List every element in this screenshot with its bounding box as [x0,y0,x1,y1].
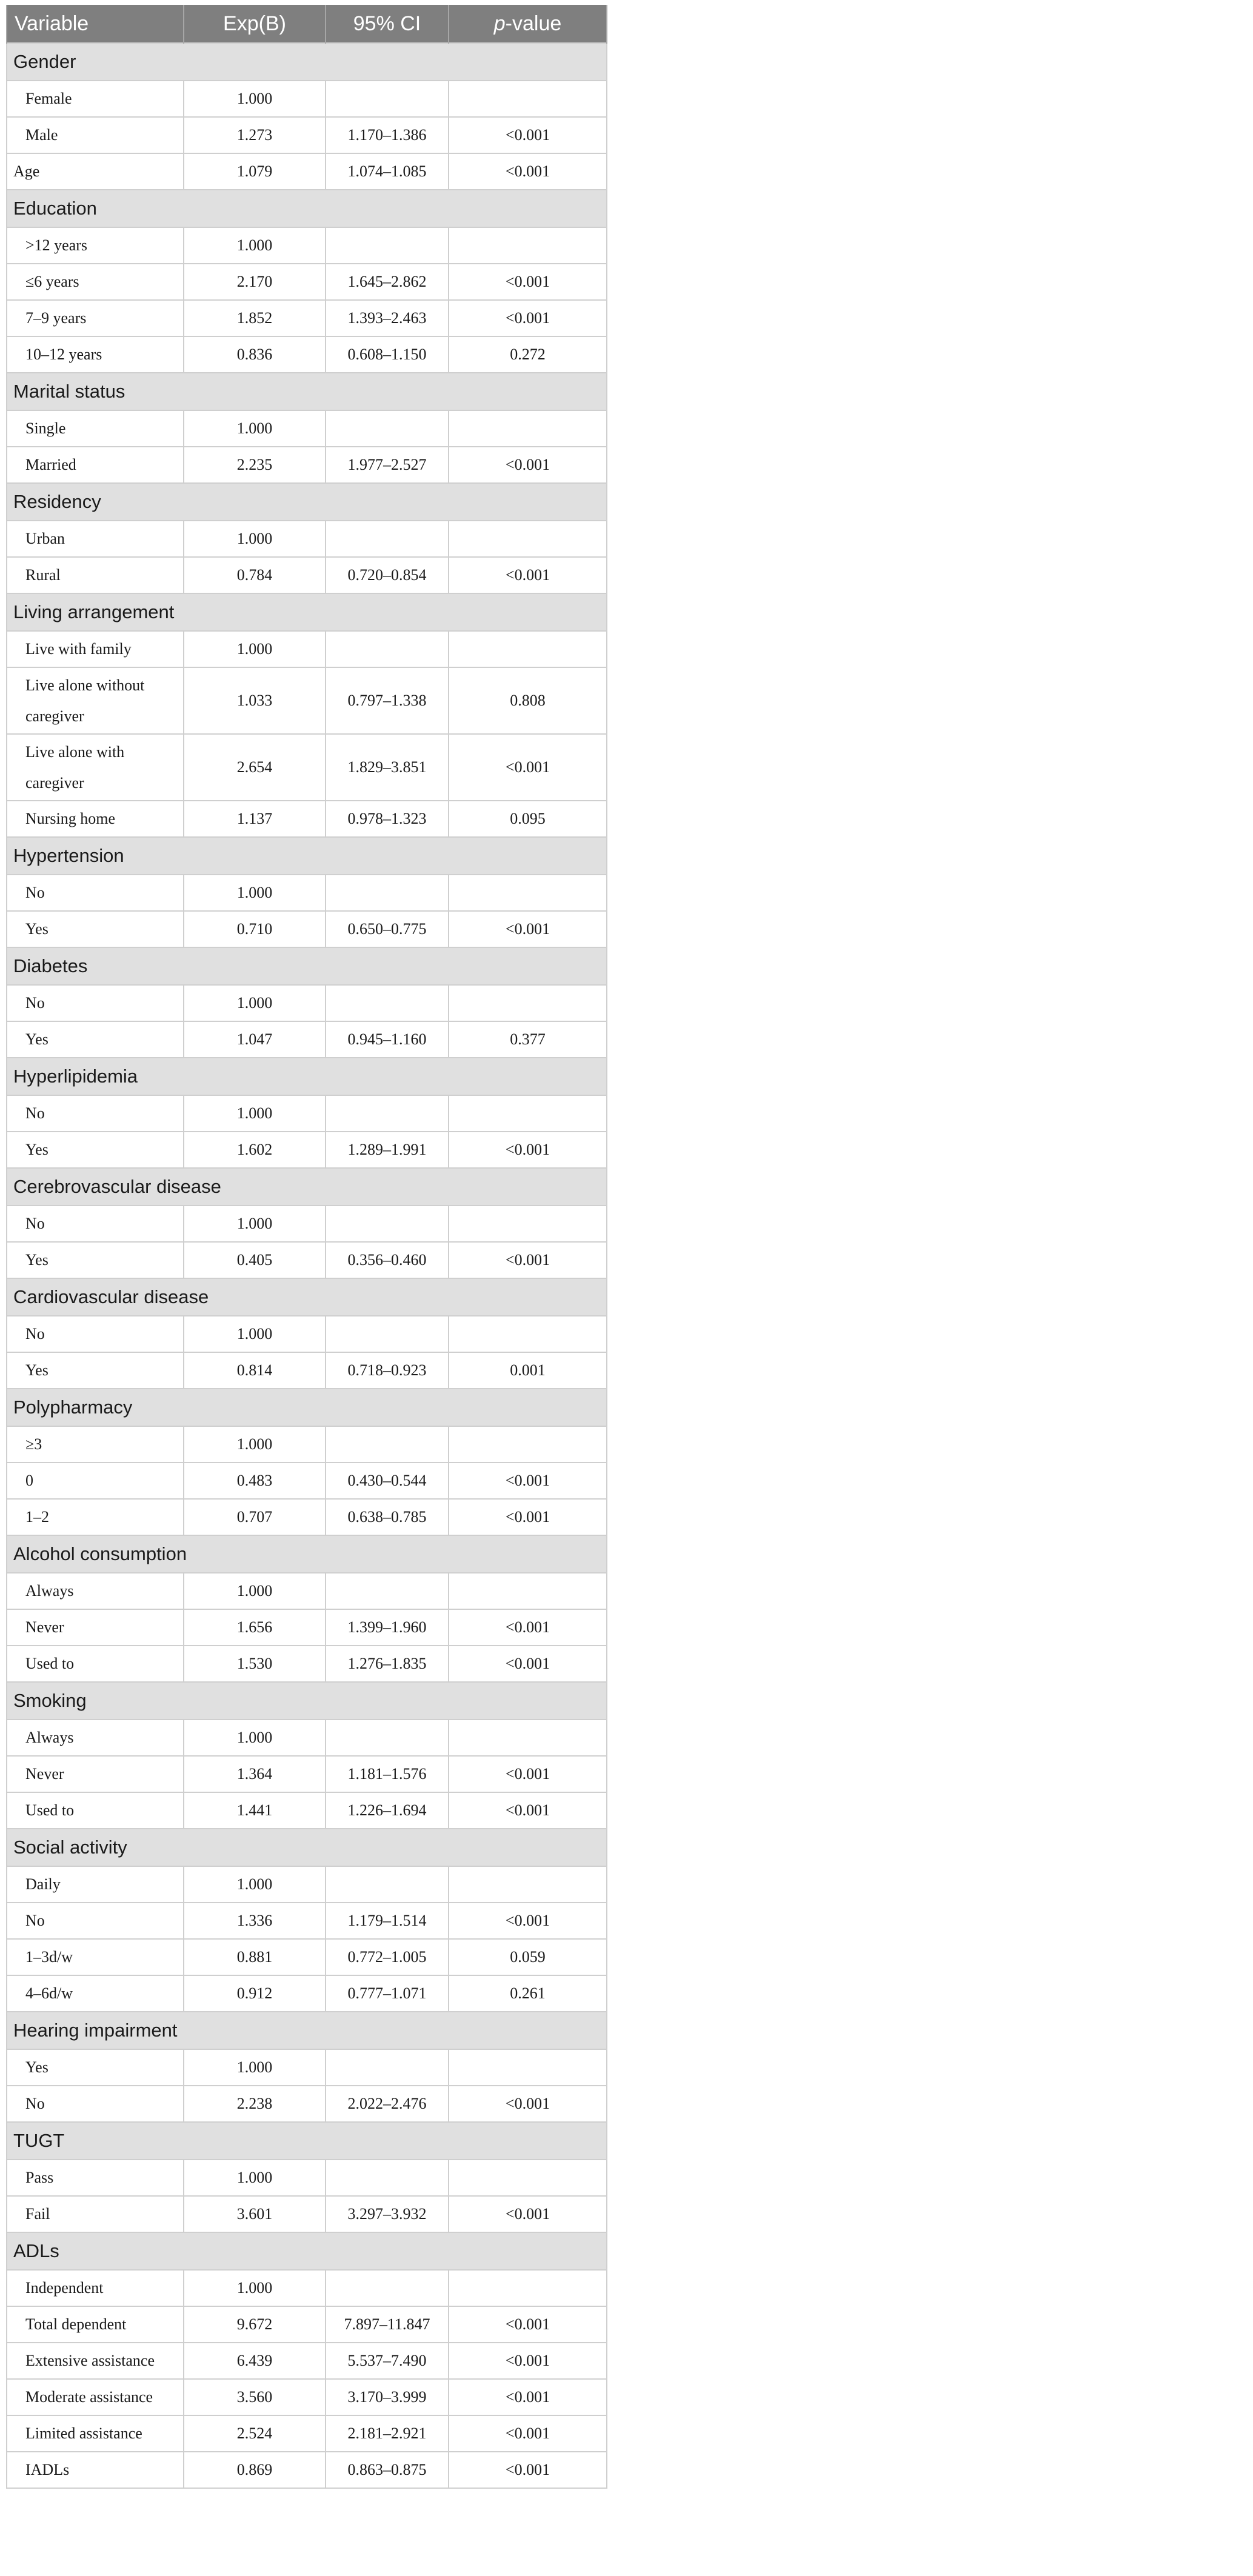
table-row [7,2049,607,2086]
section-row [7,190,607,227]
variable-cell: Yes [7,1021,184,1058]
table-row [7,2196,607,2232]
ci-cell: 0.978–1.323 [326,801,449,837]
table-row [7,1939,607,1975]
variable-cell: Live alone with caregiver [7,734,184,801]
table-row [7,1609,607,1646]
p-value-cell: <0.001 [449,734,607,801]
p-value-cell [449,631,607,667]
variable-cell: Yes [7,1352,184,1389]
p-value-cell: <0.001 [449,1132,607,1168]
expb-cell: 1.000 [184,521,326,557]
variable-cell: No [7,1206,184,1242]
variable-cell: Independent [7,2270,184,2306]
header-row [7,5,607,43]
ci-cell: 1.829–3.851 [326,734,449,801]
expb-cell: 3.601 [184,2196,326,2232]
expb-cell: 1.000 [184,410,326,447]
table-row [7,2415,607,2452]
variable-cell: Yes [7,2049,184,2086]
variable-cell: Never [7,1609,184,1646]
section-row [7,483,607,521]
expb-cell: 1.000 [184,1573,326,1609]
variable-cell: ≤6 years [7,264,184,300]
p-value-cell [449,227,607,264]
p-value-cell [449,1095,607,1132]
ci-cell [326,1720,449,1756]
section-label: Social activity [7,1829,607,1866]
section-label: Cardiovascular disease [7,1278,607,1316]
table-row [7,300,607,336]
variable-cell: 10–12 years [7,336,184,373]
p-value-cell: <0.001 [449,2343,607,2379]
expb-cell: 0.881 [184,1939,326,1975]
section-row [7,1168,607,1206]
table-row [7,2343,607,2379]
variable-cell: Married [7,447,184,483]
variable-cell: Daily [7,1866,184,1903]
expb-cell: 0.405 [184,1242,326,1278]
section-label: ADLs [7,2232,607,2270]
p-value-cell: <0.001 [449,1463,607,1499]
section-row [7,1058,607,1095]
variable-cell: No [7,2086,184,2122]
p-value-cell: <0.001 [449,1756,607,1792]
p-value-cell: <0.001 [449,447,607,483]
expb-cell: 1.000 [184,2049,326,2086]
p-value-cell: 0.272 [449,336,607,373]
variable-cell: Live with family [7,631,184,667]
expb-cell: 1.047 [184,1021,326,1058]
table-row [7,2452,607,2488]
table-row [7,1866,607,1903]
section-row [7,43,607,81]
variable-cell: Rural [7,557,184,593]
table-row [7,801,607,837]
variable-cell: Used to [7,1646,184,1682]
expb-cell: 1.000 [184,1316,326,1352]
ci-cell: 1.289–1.991 [326,1132,449,1168]
expb-cell: 1.000 [184,631,326,667]
variable-cell: Male [7,117,184,153]
section-label: Smoking [7,1682,607,1720]
variable-cell: Yes [7,911,184,947]
section-label: Residency [7,483,607,521]
expb-cell: 1.000 [184,985,326,1021]
expb-cell: 0.814 [184,1352,326,1389]
expb-cell: 1.852 [184,300,326,336]
table-row [7,1720,607,1756]
section-row [7,1829,607,1866]
table-row [7,1903,607,1939]
variable-cell: Always [7,1720,184,1756]
variable-cell: IADLs [7,2452,184,2488]
table-row [7,521,607,557]
ci-cell: 3.297–3.932 [326,2196,449,2232]
section-label: Cerebrovascular disease [7,1168,607,1206]
p-value-cell [449,1720,607,1756]
table-row [7,1021,607,1058]
expb-cell: 1.033 [184,667,326,734]
variable-cell: Live alone without caregiver [7,667,184,734]
p-value-cell [449,2049,607,2086]
table-row [7,1646,607,1682]
variable-cell: 7–9 years [7,300,184,336]
ci-cell [326,631,449,667]
ci-cell: 1.645–2.862 [326,264,449,300]
variable-cell: Yes [7,1132,184,1168]
p-value-cell: <0.001 [449,2086,607,2122]
section-label: Alcohol consumption [7,1535,607,1573]
variable-cell: Pass [7,2160,184,2196]
section-row [7,2122,607,2160]
table-row [7,875,607,911]
expb-cell: 1.441 [184,1792,326,1829]
table-row [7,1573,607,1609]
expb-cell: 6.439 [184,2343,326,2379]
expb-cell: 1.000 [184,1095,326,1132]
expb-cell: 3.560 [184,2379,326,2415]
p-value-cell: <0.001 [449,153,607,190]
expb-cell: 0.707 [184,1499,326,1535]
ci-cell [326,1573,449,1609]
table-row [7,117,607,153]
expb-cell: 2.238 [184,2086,326,2122]
section-label: Polypharmacy [7,1389,607,1426]
ci-cell [326,1866,449,1903]
header-p-italic: p [493,12,506,35]
variable-cell: No [7,1316,184,1352]
expb-cell: 0.710 [184,911,326,947]
p-value-cell [449,1206,607,1242]
expb-cell: 1.273 [184,117,326,153]
p-value-cell: <0.001 [449,1646,607,1682]
section-row [7,2012,607,2049]
variable-cell: Always [7,1573,184,1609]
ci-cell: 0.356–0.460 [326,1242,449,1278]
ci-cell: 3.170–3.999 [326,2379,449,2415]
section-row [7,947,607,985]
p-value-cell: <0.001 [449,1499,607,1535]
table-row [7,1756,607,1792]
section-label: Marital status [7,373,607,410]
header-expb: Exp(B) [184,5,326,43]
table-row [7,1499,607,1535]
section-row [7,1535,607,1573]
p-value-cell [449,1573,607,1609]
p-value-cell: 0.001 [449,1352,607,1389]
variable-cell: ≥3 [7,1426,184,1463]
ci-cell [326,227,449,264]
variable-cell: No [7,985,184,1021]
table-row [7,2379,607,2415]
expb-cell: 1.000 [184,2160,326,2196]
ci-cell: 0.650–0.775 [326,911,449,947]
ci-cell: 2.181–2.921 [326,2415,449,2452]
table-row [7,734,607,801]
ci-cell: 0.718–0.923 [326,1352,449,1389]
section-label: Gender [7,43,607,81]
ci-cell [326,2160,449,2196]
section-row [7,2232,607,2270]
expb-cell: 2.654 [184,734,326,801]
expb-cell: 1.000 [184,875,326,911]
section-row [7,837,607,875]
table-row [7,81,607,117]
variable-cell: Moderate assistance [7,2379,184,2415]
p-value-cell: <0.001 [449,2415,607,2452]
p-value-cell: <0.001 [449,1792,607,1829]
p-value-cell: 0.261 [449,1975,607,2012]
variable-cell: 0 [7,1463,184,1499]
table-row [7,1095,607,1132]
header-variable: Variable [7,5,184,43]
p-value-cell [449,410,607,447]
header-ci: 95% CI [326,5,449,43]
variable-cell: No [7,875,184,911]
ci-cell: 1.074–1.085 [326,153,449,190]
p-value-cell: <0.001 [449,2452,607,2488]
table-row [7,2306,607,2343]
p-value-cell: <0.001 [449,117,607,153]
expb-cell: 1.000 [184,1720,326,1756]
variable-cell: Single [7,410,184,447]
p-value-cell: 0.808 [449,667,607,734]
expb-cell: 9.672 [184,2306,326,2343]
section-row [7,373,607,410]
ci-cell: 0.608–1.150 [326,336,449,373]
header-p-rest: -value [505,12,562,35]
p-value-cell: <0.001 [449,2306,607,2343]
p-value-cell [449,875,607,911]
expb-cell: 0.869 [184,2452,326,2488]
ci-cell: 2.022–2.476 [326,2086,449,2122]
expb-cell: 1.602 [184,1132,326,1168]
ci-cell [326,1095,449,1132]
table-row [7,1792,607,1829]
p-value-cell: 0.059 [449,1939,607,1975]
variable-cell: Yes [7,1242,184,1278]
table-row [7,410,607,447]
table-row [7,557,607,593]
p-value-cell [449,1426,607,1463]
header-p-value [449,5,607,43]
table-body [7,43,607,2488]
variable-cell: Never [7,1756,184,1792]
ci-cell: 1.977–2.527 [326,447,449,483]
expb-cell: 1.364 [184,1756,326,1792]
expb-cell: 0.912 [184,1975,326,2012]
section-row [7,593,607,631]
ci-cell: 5.537–7.490 [326,2343,449,2379]
ci-cell: 1.393–2.463 [326,300,449,336]
expb-cell: 2.235 [184,447,326,483]
p-value-cell [449,2270,607,2306]
ci-cell [326,1426,449,1463]
ci-cell: 1.226–1.694 [326,1792,449,1829]
variable-cell: Age [7,153,184,190]
expb-cell: 2.524 [184,2415,326,2452]
ci-cell [326,2049,449,2086]
table-row [7,227,607,264]
section-label: Living arrangement [7,593,607,631]
expb-cell: 0.483 [184,1463,326,1499]
p-value-cell [449,1866,607,1903]
expb-cell: 1.000 [184,1206,326,1242]
ci-cell: 0.638–0.785 [326,1499,449,1535]
ci-cell: 0.720–0.854 [326,557,449,593]
p-value-cell [449,81,607,117]
ci-cell [326,1316,449,1352]
variable-cell: No [7,1095,184,1132]
ci-cell [326,521,449,557]
p-value-cell: 0.377 [449,1021,607,1058]
variable-cell: Total dependent [7,2306,184,2343]
p-value-cell: <0.001 [449,264,607,300]
table-row [7,447,607,483]
ci-cell: 0.777–1.071 [326,1975,449,2012]
ci-cell: 7.897–11.847 [326,2306,449,2343]
p-value-cell: <0.001 [449,2196,607,2232]
section-label: TUGT [7,2122,607,2160]
section-label: Hyperlipidemia [7,1058,607,1095]
expb-cell: 1.000 [184,81,326,117]
p-value-cell [449,521,607,557]
ci-cell: 0.945–1.160 [326,1021,449,1058]
ci-cell [326,410,449,447]
variable-cell: Used to [7,1792,184,1829]
ci-cell: 0.797–1.338 [326,667,449,734]
ci-cell: 1.276–1.835 [326,1646,449,1682]
table-row [7,2160,607,2196]
p-value-cell: <0.001 [449,911,607,947]
ci-cell [326,985,449,1021]
expb-cell: 1.137 [184,801,326,837]
section-row [7,1389,607,1426]
p-value-cell: 0.095 [449,801,607,837]
p-value-cell: <0.001 [449,2379,607,2415]
section-row [7,1278,607,1316]
table-row [7,264,607,300]
section-label: Education [7,190,607,227]
table-row [7,911,607,947]
expb-cell: 1.336 [184,1903,326,1939]
section-row [7,1682,607,1720]
section-label: Diabetes [7,947,607,985]
ci-cell: 0.863–0.875 [326,2452,449,2488]
table-row [7,1426,607,1463]
p-value-cell: <0.001 [449,300,607,336]
variable-cell: Nursing home [7,801,184,837]
expb-cell: 0.784 [184,557,326,593]
regression-table [6,5,607,2489]
variable-cell: 1–2 [7,1499,184,1535]
ci-cell: 0.772–1.005 [326,1939,449,1975]
table-row [7,1316,607,1352]
table-row [7,336,607,373]
table-row [7,2086,607,2122]
table-row [7,1975,607,2012]
variable-cell: No [7,1903,184,1939]
table-row [7,985,607,1021]
variable-cell: Extensive assistance [7,2343,184,2379]
table-row [7,1242,607,1278]
ci-cell [326,875,449,911]
table-row [7,2270,607,2306]
p-value-cell [449,985,607,1021]
expb-cell: 1.000 [184,1426,326,1463]
table-row [7,1463,607,1499]
variable-cell: Fail [7,2196,184,2232]
expb-cell: 1.079 [184,153,326,190]
p-value-cell [449,1316,607,1352]
p-value-cell: <0.001 [449,1242,607,1278]
variable-cell: >12 years [7,227,184,264]
ci-cell: 1.170–1.386 [326,117,449,153]
table-row [7,153,607,190]
table-row [7,631,607,667]
ci-cell: 1.181–1.576 [326,1756,449,1792]
expb-cell: 0.836 [184,336,326,373]
variable-cell: 1–3d/w [7,1939,184,1975]
variable-cell: Urban [7,521,184,557]
variable-cell: Female [7,81,184,117]
p-value-cell: <0.001 [449,1903,607,1939]
expb-cell: 1.000 [184,2270,326,2306]
table-row [7,1206,607,1242]
expb-cell: 1.000 [184,227,326,264]
ci-cell: 1.399–1.960 [326,1609,449,1646]
p-value-cell: <0.001 [449,1609,607,1646]
ci-cell: 1.179–1.514 [326,1903,449,1939]
ci-cell [326,81,449,117]
table-row [7,1132,607,1168]
p-value-cell: <0.001 [449,557,607,593]
variable-cell: 4–6d/w [7,1975,184,2012]
ci-cell: 0.430–0.544 [326,1463,449,1499]
table-row [7,1352,607,1389]
p-value-cell [449,2160,607,2196]
ci-cell [326,2270,449,2306]
variable-cell: Limited assistance [7,2415,184,2452]
table-row [7,667,607,734]
expb-cell: 1.530 [184,1646,326,1682]
expb-cell: 1.656 [184,1609,326,1646]
expb-cell: 2.170 [184,264,326,300]
expb-cell: 1.000 [184,1866,326,1903]
section-label: Hypertension [7,837,607,875]
ci-cell [326,1206,449,1242]
section-label: Hearing impairment [7,2012,607,2049]
